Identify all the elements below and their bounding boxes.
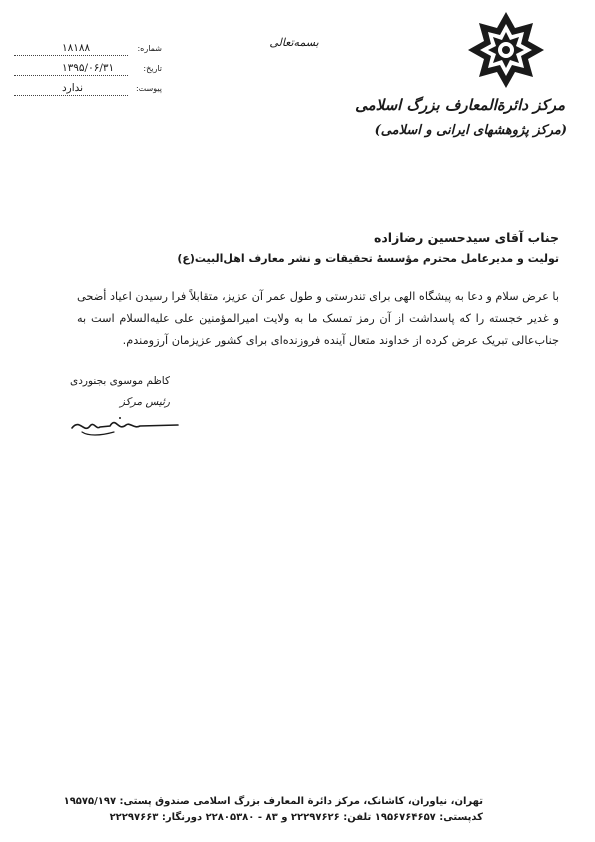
- footer-address: تهران، نیاوران، کاشانک، مرکز دائرة المعارف بزرگ اسلامی صندوق پستی: ۱۹۵۷۵/۱۹۷: [63, 796, 483, 807]
- handwritten-signature-icon: [70, 412, 180, 440]
- letter-attachment-value: ندارد: [62, 82, 84, 94]
- institution-logo-icon: [456, 10, 556, 90]
- letter-body: با عرض سلام و دعا به پیشگاه الهی برای تندرستی و طول عمر آن عزیز، متقابلاً فرا رسیدن اعیاد أضحی و غدیر خجسته را که پاسداشت از آن رمز تمسک ما به ولایت امیرالمؤمنین علی علیه‌السلام است به جناب‌عالی تبریک عرض کرده از خداوند متعال آینده فروزنده‌ای برای کشور عزیزمان آرزومندم.: [77, 290, 559, 347]
- letter-number-field: [14, 44, 162, 58]
- letter-number-value: ۱۸۱۸۸: [62, 42, 91, 54]
- letter-attachment-label: پیوست:: [135, 84, 162, 93]
- signatory-role: رئیس مرکز: [119, 396, 170, 408]
- letter-number-line: [14, 55, 128, 56]
- institution-name: مرکز دائرةالمعارف بزرگ اسلامی: [355, 96, 565, 114]
- letter-date-label: تاریخ:: [143, 64, 162, 73]
- letter-date-value: ۱۳۹۵/۰۶/۳۱: [62, 62, 115, 74]
- letter-date-field: [14, 64, 162, 78]
- letter-date-line: [14, 75, 128, 76]
- letter-attachment-line: [14, 95, 128, 96]
- footer-contact: کدپستی: ۱۹۵۶۷۶۴۶۵۷ تلفن: ۲۲۲۹۷۶۲۶ و ۸۳ - ۲۲۸۰۵۳۸۰ دورنگار: ۲۲۲۹۷۶۶۳: [109, 812, 483, 823]
- addressee-name: جناب آقای سیدحسین رضازاده: [374, 230, 559, 245]
- institution-subtitle: (مرکز پژوهشهای ایرانی و اسلامی): [374, 123, 567, 138]
- addressee-title: تولیت و مدیرعامل محترم مؤسسهٔ تحقیقات و نشر معارف اهل‌البیت(ع): [177, 252, 559, 265]
- signatory-name: کاظم موسوی بجنوردی: [70, 375, 170, 387]
- bismillah-heading: بسمه‌تعالی: [269, 36, 319, 49]
- letter-number-label: شماره:: [137, 44, 162, 53]
- letter-attachment-field: [14, 84, 162, 98]
